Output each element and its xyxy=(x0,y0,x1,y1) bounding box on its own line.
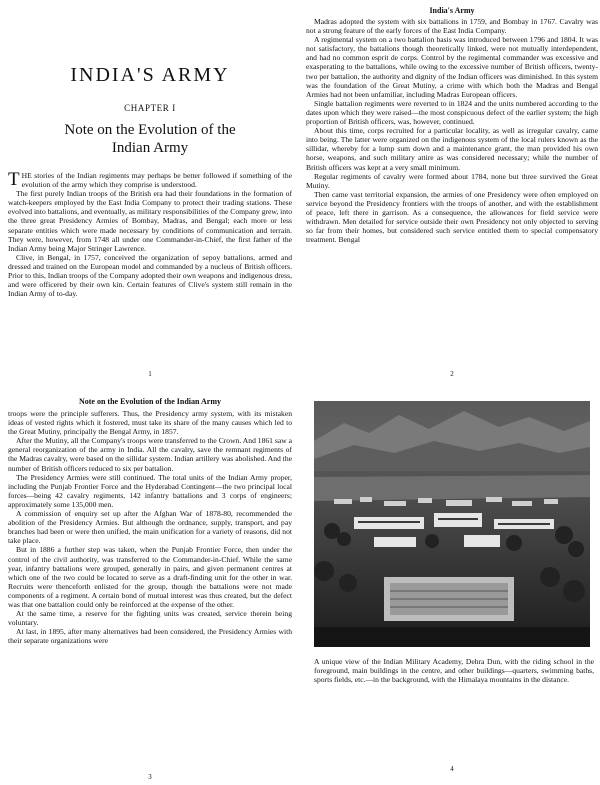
page-2-body xyxy=(306,17,598,244)
paragraph: After the Mutiny, all the Company's troops were transferred to the Crown. And 1861 saw a general reorganization of the army in India. All the cavalry, save the remnant regiments of the Madras cavalry, were based on the sillidar system. Indian artillery was abolished. And the number of British officers reduced to six per battalion. xyxy=(8,436,292,473)
chapter-title-line-2: Indian Army xyxy=(111,140,189,156)
running-head: India's Army xyxy=(429,6,475,15)
paragraph: troops were the principle sufferers. Thus, the Presidency army system, with its mistaken ideas of vested rights which it fostered, must take its share of the many causes which led to the Great Mutiny, principally the Bengal Army, in 1857. xyxy=(8,409,292,437)
paragraph: Single battalion regiments were reverted to in 1824 and the units numbered according to the dates upon which they were raised—the most conspicuous defect of the earlier system; the high proportion of British officers, was, however, continued. xyxy=(306,98,598,127)
paragraph: A regimental system on a two battalion basis was introduced between 1796 and 1804. It was not satisfactory, the battalions though theoretically linked, were not mutually interdependent, and had no common esprit de corps. Control by the regimental commander was excessive and exasperating to the battalions, while owing to the excessive number of British officers, twenty-two per battalion, the authority and dignity of the Indian officers was diminished. In this system was the foundation of the Great Mutiny, a crime with which both the Madras and Bengal Armies had not been unfamiliar, including Madras European officers. xyxy=(306,35,598,99)
book-page-2 xyxy=(306,4,598,386)
photo-caption: A unique view of the Indian Military Academy, Dehra Dun, with the riding school in the foreground, main buildings in the centre, and other buildings—quarters, swimming baths, sports fields, etc.—in the background, with the Himalaya mountains in the distance. xyxy=(314,657,594,685)
book-page-3 xyxy=(8,395,292,783)
running-head: Note on the Evolution of the Indian Army xyxy=(78,397,221,406)
chapter-title-line-1: Note on the Evolution of the xyxy=(64,122,236,138)
book-page-4 xyxy=(306,395,598,783)
academy-photo xyxy=(314,401,590,647)
paragraph-text: HE stories of the Indian regiments may perhaps be better followed if something of the evolution of the army which they comprise is understood. xyxy=(21,171,292,190)
page-number: 4 xyxy=(450,765,454,773)
paragraph: But in 1886 a further step was taken, when the Punjab Frontier Force, then under the control of the civil authority, was transferred to the Commander-in-Chief. While the same year, infantry battalions were grouped, generally in pairs, and given permanent centres at which one of the two could be located to serve as a draft-finding unit for the other in war. Recruits were thenceforth enlisted for the group, though the battalions were not made components of a regiment. A certain bond of mutual interest was thus created, but the defect was that one battalion could only be reinforced at the expense of the other. xyxy=(8,545,292,609)
paragraph: Then came vast territorial expansion, the armies of one Presidency were often employed on service beyond the Presidency frontiers with the troops of another, and with the establishment of peace, left there in garrison. As a consequence, the allowances for field service were withdrawn. Men detailed for service outside their own Presidency not only objected to serving so far from their homes, but considered such service entitled them to special compensatory treatment. Bengal xyxy=(306,189,598,245)
drop-cap: T xyxy=(8,169,20,190)
page-number: 3 xyxy=(148,773,152,781)
paragraph: The first purely Indian troops of the British era had their foundations in the formation of watch-keepers employed by the East India Company to protect their trading stations. These evolved into battalions, and eventually, as military responsibilities of the Company grew, into the three great Presidency Armies of Bombay, Madras, and Bengal; each more or less separate entities which were made necessary by conditions of communication and terrain. They were, however, from 1748 all under one Commander-in-Chief, the first father of the Indian Army being Major Stringer Lawrence. xyxy=(8,189,292,253)
paragraph: At the same time, a reserve for the fighting units was created, service therein being voluntary. xyxy=(8,609,292,628)
paragraph xyxy=(8,171,292,189)
paragraph: The Presidency Armies were still continued. The total units of the Indian Army proper, including the Punjab Frontier Force and the Hyderabad Contingent—the two principal local forces—being 42 cavalry regiments, 142 infantry battalions and 3 corps of engineers; approximately some 135,000 men. xyxy=(8,472,292,509)
page-number: 1 xyxy=(148,370,152,378)
paragraph: Clive, in Bengal, in 1757, conceived the organization of sepoy battalions, armed and dressed and trained on the European model and commanded by a nucleus of British officers. Prior to this, Indian troops of the Company adopted their own weapons and indigenous dress, and were officered by their own kin. Certain features of Clive's system still remain in the Indian Army of to-day. xyxy=(8,252,292,299)
paragraph: At last, in 1895, after many alternatives had been considered, the Presidency Armies with their separate organizations were xyxy=(8,627,292,646)
page-3-body xyxy=(8,409,292,645)
paragraph: About this time, corps recruited for a particular locality, as well as irregular cavalry, came into being. The latter were organized on the indigenous system of the local rulers known as the sillidar, whereby for a lump sum down and a maintenance grant, the man provided his own horse, weapons, and such military attire as was considered necessary; while the number of British officers was kept at a very small minimum. xyxy=(306,126,598,172)
paragraph: Regular regiments of cavalry were formed about 1784, none but three survived the Great Mutiny. xyxy=(306,171,598,190)
page-number: 2 xyxy=(450,370,454,378)
page-1-body xyxy=(8,171,292,298)
chapter-label: CHAPTER I xyxy=(124,103,176,113)
paragraph: Madras adopted the system with six battalions in 1759, and Bombay in 1767. Cavalry was not a strong feature of the early forces of the East India Company. xyxy=(306,17,598,36)
book-title: INDIA'S ARMY xyxy=(70,64,230,86)
paragraph: A commission of enquiry set up after the Afghan War of 1878-80, recommended the abolition of the Presidency Armies. But although the ordnance, supply, transport, and pay branches had been or were then unified, the main unification for a variety of reasons, did not take place. xyxy=(8,509,292,546)
book-page-1 xyxy=(8,4,292,386)
chapter-title xyxy=(8,121,292,157)
